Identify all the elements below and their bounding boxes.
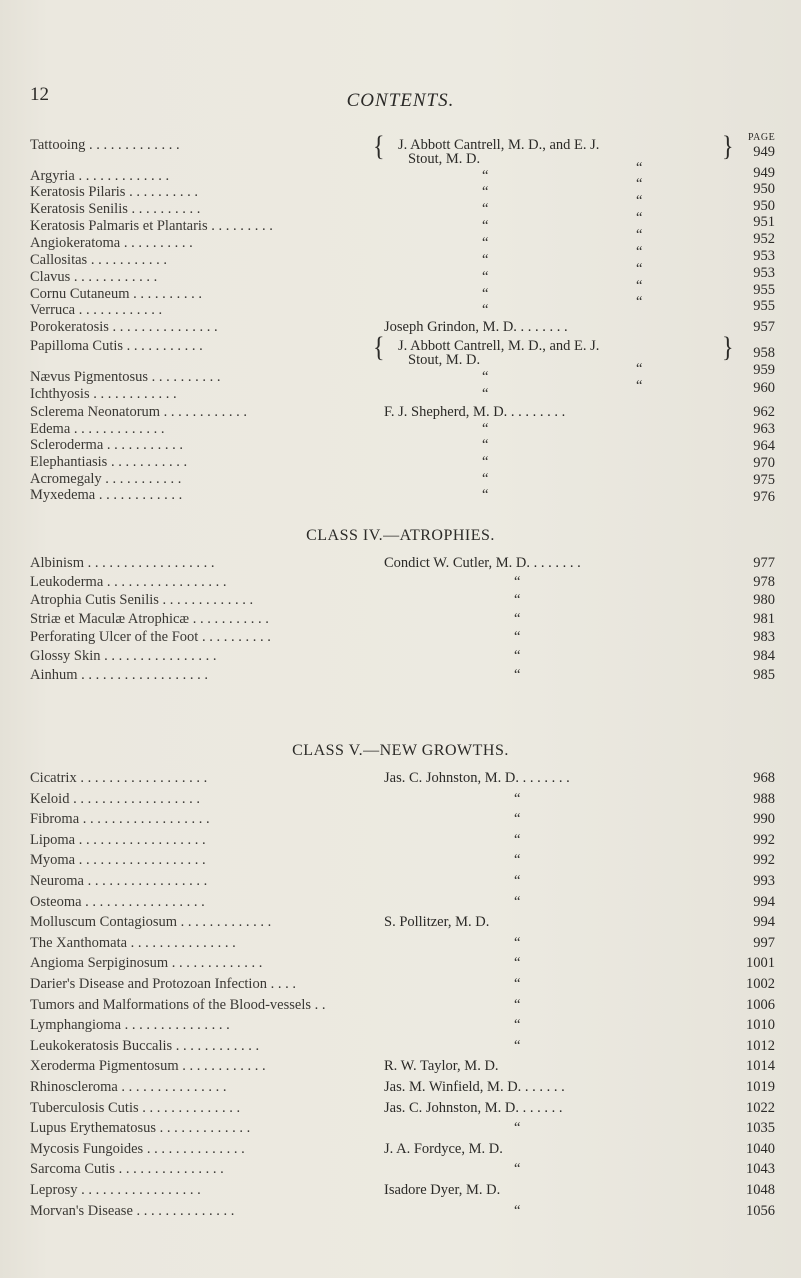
toc-page: 970 xyxy=(753,455,775,471)
ditto-mark: “ xyxy=(636,176,643,192)
ditto-mark: “ xyxy=(636,227,643,243)
ditto-mark: “ xyxy=(514,573,521,590)
toc-page: 977 xyxy=(753,555,775,571)
toc-topic: Striæ et Maculæ Atrophicæ . . . . . . . . . . . xyxy=(30,610,269,627)
ditto-mark: “ xyxy=(514,592,521,609)
ditto-mark: “ xyxy=(482,218,489,234)
ditto-mark: “ xyxy=(482,252,489,268)
toc-page: 953 xyxy=(753,248,775,264)
toc-author: Stout, M. D. xyxy=(408,352,481,368)
toc-topic: Osteoma . . . . . . . . . . . . . . . . . xyxy=(30,893,205,910)
ditto-mark: “ xyxy=(514,955,521,972)
toc-topic: Leukoderma . . . . . . . . . . . . . . . . . xyxy=(30,573,227,590)
toc-topic: Ichthyosis . . . . . . . . . . . . xyxy=(30,386,177,402)
toc-page: 1056 xyxy=(746,1202,775,1219)
toc-topic: Cicatrix . . . . . . . . . . . . . . . . . . xyxy=(30,770,208,786)
ditto-mark: “ xyxy=(514,811,521,828)
ditto-mark: “ xyxy=(482,454,489,470)
toc-page: 1035 xyxy=(746,1120,775,1137)
toc-topic: Verruca . . . . . . . . . . . . xyxy=(30,302,163,318)
toc-topic: Darier's Disease and Protozoan Infection . . . . xyxy=(30,976,296,992)
toc-page: 993 xyxy=(753,873,775,889)
toc-topic: Callositas . . . . . . . . . . . xyxy=(30,252,167,268)
toc-page: 949 xyxy=(753,165,775,181)
toc-page: 951 xyxy=(753,214,775,230)
toc-topic: Myoma . . . . . . . . . . . . . . . . . . xyxy=(30,852,206,869)
ditto-mark: “ xyxy=(482,201,489,217)
toc-page: 980 xyxy=(753,592,775,609)
ditto-mark: “ xyxy=(514,976,521,992)
ditto-mark: “ xyxy=(514,893,521,910)
toc-page: 1048 xyxy=(746,1182,775,1198)
toc-author: Jas. C. Johnston, M. D. . . . . . . xyxy=(384,1099,563,1116)
ditto-mark: “ xyxy=(482,487,489,503)
toc-page: 1010 xyxy=(746,1017,775,1034)
toc-page: 985 xyxy=(753,666,775,683)
toc-topic: Fibroma . . . . . . . . . . . . . . . . . . xyxy=(30,811,210,828)
ditto-mark: “ xyxy=(514,629,521,646)
toc-page: 1019 xyxy=(746,1079,775,1095)
toc-page: 949 xyxy=(753,144,775,160)
toc-topic: Rhinoscleroma . . . . . . . . . . . . . . . xyxy=(30,1079,227,1095)
toc-page: 1043 xyxy=(746,1161,775,1178)
ditto-mark: “ xyxy=(482,269,489,285)
toc-topic: Edema . . . . . . . . . . . . . xyxy=(30,421,165,437)
toc-topic: Keratosis Pilaris . . . . . . . . . . xyxy=(30,184,198,200)
toc-page: 992 xyxy=(753,852,775,869)
ditto-mark: “ xyxy=(482,471,489,487)
toc-page: 976 xyxy=(753,489,775,505)
toc-topic: The Xanthomata . . . . . . . . . . . . . . . xyxy=(30,934,236,951)
toc-page: 988 xyxy=(753,790,775,807)
toc-page: 975 xyxy=(753,472,775,488)
toc-author: R. W. Taylor, M. D. xyxy=(384,1058,499,1075)
class-iv-heading: CLASS IV.—ATROPHIES. xyxy=(306,527,495,544)
toc-topic: Atrophia Cutis Senilis . . . . . . . . . . . . . xyxy=(30,592,254,609)
class-v-heading: CLASS V.—NEW GROWTHS. xyxy=(292,742,509,759)
toc-page: 1014 xyxy=(746,1058,775,1075)
ditto-mark: “ xyxy=(514,790,521,807)
toc-topic: Morvan's Disease . . . . . . . . . . . . . . xyxy=(30,1202,235,1219)
ditto-mark: “ xyxy=(636,261,643,277)
ditto-mark: “ xyxy=(514,831,521,848)
toc-page: 968 xyxy=(753,770,775,786)
ditto-mark: “ xyxy=(514,1037,521,1054)
toc-topic: Keratosis Senilis . . . . . . . . . . xyxy=(30,201,201,217)
toc-page: 994 xyxy=(753,893,775,910)
ditto-mark: “ xyxy=(514,666,521,683)
ditto-mark: “ xyxy=(482,437,489,453)
ditto-mark: “ xyxy=(482,386,489,402)
toc-page: 950 xyxy=(753,181,775,197)
toc-topic: Tumors and Malformations of the Blood-vessels . . xyxy=(30,996,326,1013)
toc-page: 984 xyxy=(753,648,775,664)
toc-page: 1012 xyxy=(746,1037,775,1054)
toc-page: 1022 xyxy=(746,1099,775,1116)
toc-topic: Keratosis Palmaris et Plantaris . . . . . . . . . xyxy=(30,218,273,234)
toc-author: Condict W. Cutler, M. D. . . . . . . . xyxy=(384,555,581,571)
ditto-mark: “ xyxy=(482,235,489,251)
toc-page: 981 xyxy=(753,610,775,627)
toc-author: Joseph Grindon, M. D. . . . . . . . xyxy=(384,319,568,335)
toc-topic: Tuberculosis Cutis . . . . . . . . . . . . . . xyxy=(30,1099,241,1116)
ditto-mark: “ xyxy=(482,369,489,385)
toc-author: J. A. Fordyce, M. D. xyxy=(384,1140,503,1157)
toc-topic: Ainhum . . . . . . . . . . . . . . . . . . xyxy=(30,666,209,683)
toc-page: 992 xyxy=(753,831,775,848)
brace-left: { xyxy=(373,332,385,364)
toc-author: J. Abbott Cantrell, M. D., and E. J. xyxy=(398,338,600,354)
toc-page: 964 xyxy=(753,438,775,454)
toc-author: J. Abbott Cantrell, M. D., and E. J. xyxy=(398,137,600,153)
toc-author: S. Pollitzer, M. D. xyxy=(384,914,490,931)
toc-page: 962 xyxy=(753,404,775,420)
toc-author: Isadore Dyer, M. D. xyxy=(384,1182,501,1198)
brace-right: } xyxy=(722,131,734,163)
toc-topic: Acromegaly . . . . . . . . . . . xyxy=(30,471,182,487)
ditto-mark: “ xyxy=(636,378,643,394)
toc-page: 994 xyxy=(753,914,775,931)
toc-topic: Papilloma Cutis . . . . . . . . . . . xyxy=(30,338,203,354)
toc-topic: Lipoma . . . . . . . . . . . . . . . . . . xyxy=(30,831,206,848)
ditto-mark: “ xyxy=(514,996,521,1013)
toc-page: 983 xyxy=(753,629,775,646)
ditto-mark: “ xyxy=(514,1161,521,1178)
toc-page: 950 xyxy=(753,198,775,214)
toc-page: 1001 xyxy=(746,955,775,972)
toc-page: 963 xyxy=(753,421,775,437)
ditto-mark: “ xyxy=(636,361,643,377)
toc-topic: Argyria . . . . . . . . . . . . . xyxy=(30,168,170,184)
toc-page: 990 xyxy=(753,811,775,828)
toc-topic: Lupus Erythematosus . . . . . . . . . . . . . xyxy=(30,1120,251,1137)
toc-topic: Angioma Serpiginosum . . . . . . . . . . . . . xyxy=(30,955,263,972)
toc-topic: Keloid . . . . . . . . . . . . . . . . . . xyxy=(30,790,200,807)
ditto-mark: “ xyxy=(514,1120,521,1137)
toc-page: 1040 xyxy=(746,1140,775,1157)
toc-author: Jas. M. Winfield, M. D. . . . . . . xyxy=(384,1079,565,1095)
toc-page: 959 xyxy=(753,362,775,378)
ditto-mark: “ xyxy=(636,160,643,176)
toc-topic: Xeroderma Pigmentosum . . . . . . . . . . . . xyxy=(30,1058,266,1075)
toc-topic: Tattooing . . . . . . . . . . . . . xyxy=(30,137,180,153)
running-head: CONTENTS. xyxy=(346,90,455,111)
toc-topic: Perforating Ulcer of the Foot . . . . . . . . . . xyxy=(30,629,271,646)
toc-topic: Molluscum Contagiosum . . . . . . . . . . . . . xyxy=(30,914,272,931)
brace-right: } xyxy=(722,332,734,364)
ditto-mark: “ xyxy=(636,244,643,260)
toc-page: 997 xyxy=(753,934,775,951)
toc-page: 955 xyxy=(753,282,775,298)
toc-page: 978 xyxy=(753,573,775,590)
toc-author: F. J. Shepherd, M. D. . . . . . . . . xyxy=(384,404,566,420)
ditto-mark: “ xyxy=(514,934,521,951)
toc-page: 1006 xyxy=(746,996,775,1013)
toc-page: 955 xyxy=(753,298,775,314)
ditto-mark: “ xyxy=(482,184,489,200)
toc-topic: Myxedema . . . . . . . . . . . . xyxy=(30,487,183,503)
ditto-mark: “ xyxy=(482,421,489,437)
ditto-mark: “ xyxy=(514,1017,521,1034)
toc-topic: Albinism . . . . . . . . . . . . . . . . . . xyxy=(30,555,215,571)
toc-page: 960 xyxy=(753,380,775,396)
ditto-mark: “ xyxy=(636,193,643,209)
toc-topic: Leprosy . . . . . . . . . . . . . . . . . xyxy=(30,1182,201,1198)
ditto-mark: “ xyxy=(482,302,489,318)
toc-topic: Neuroma . . . . . . . . . . . . . . . . . xyxy=(30,873,208,889)
ditto-mark: “ xyxy=(514,1202,521,1219)
toc-author: Jas. C. Johnston, M. D. . . . . . . . xyxy=(384,770,570,786)
page-number: 12 xyxy=(30,84,49,105)
toc-page: 952 xyxy=(753,231,775,247)
ditto-mark: “ xyxy=(636,210,643,226)
toc-topic: Porokeratosis . . . . . . . . . . . . . . . xyxy=(30,319,218,335)
toc-topic: Lymphangioma . . . . . . . . . . . . . . . xyxy=(30,1017,230,1034)
toc-author: Stout, M. D. xyxy=(408,151,481,167)
toc-topic: Cornu Cutaneum . . . . . . . . . . xyxy=(30,286,202,302)
ditto-mark: “ xyxy=(482,286,489,302)
toc-page: 958 xyxy=(753,345,775,361)
toc-topic: Sclerema Neonatorum . . . . . . . . . . . . xyxy=(30,404,248,420)
toc-topic: Angiokeratoma . . . . . . . . . . xyxy=(30,235,193,251)
toc-topic: Mycosis Fungoides . . . . . . . . . . . . . . xyxy=(30,1140,245,1157)
ditto-mark: “ xyxy=(514,873,521,889)
toc-topic: Scleroderma . . . . . . . . . . . xyxy=(30,437,184,453)
toc-page: 953 xyxy=(753,265,775,281)
ditto-mark: “ xyxy=(514,852,521,869)
toc-page: 1002 xyxy=(746,976,775,992)
toc-topic: Glossy Skin . . . . . . . . . . . . . . . . xyxy=(30,648,217,664)
ditto-mark: “ xyxy=(514,610,521,627)
toc-topic: Elephantiasis . . . . . . . . . . . xyxy=(30,454,188,470)
toc-topic: Leukokeratosis Buccalis . . . . . . . . . . . . xyxy=(30,1037,260,1054)
ditto-mark: “ xyxy=(514,648,521,664)
page-column-label: PAGE xyxy=(748,132,776,143)
ditto-mark: “ xyxy=(636,278,643,294)
toc-topic: Clavus . . . . . . . . . . . . xyxy=(30,269,158,285)
ditto-mark: “ xyxy=(636,294,643,310)
toc-topic: Sarcoma Cutis . . . . . . . . . . . . . . . xyxy=(30,1161,224,1178)
ditto-mark: “ xyxy=(482,168,489,184)
brace-left: { xyxy=(373,131,385,163)
toc-page: 957 xyxy=(753,319,775,335)
toc-topic: Nævus Pigmentosus . . . . . . . . . . xyxy=(30,369,221,385)
